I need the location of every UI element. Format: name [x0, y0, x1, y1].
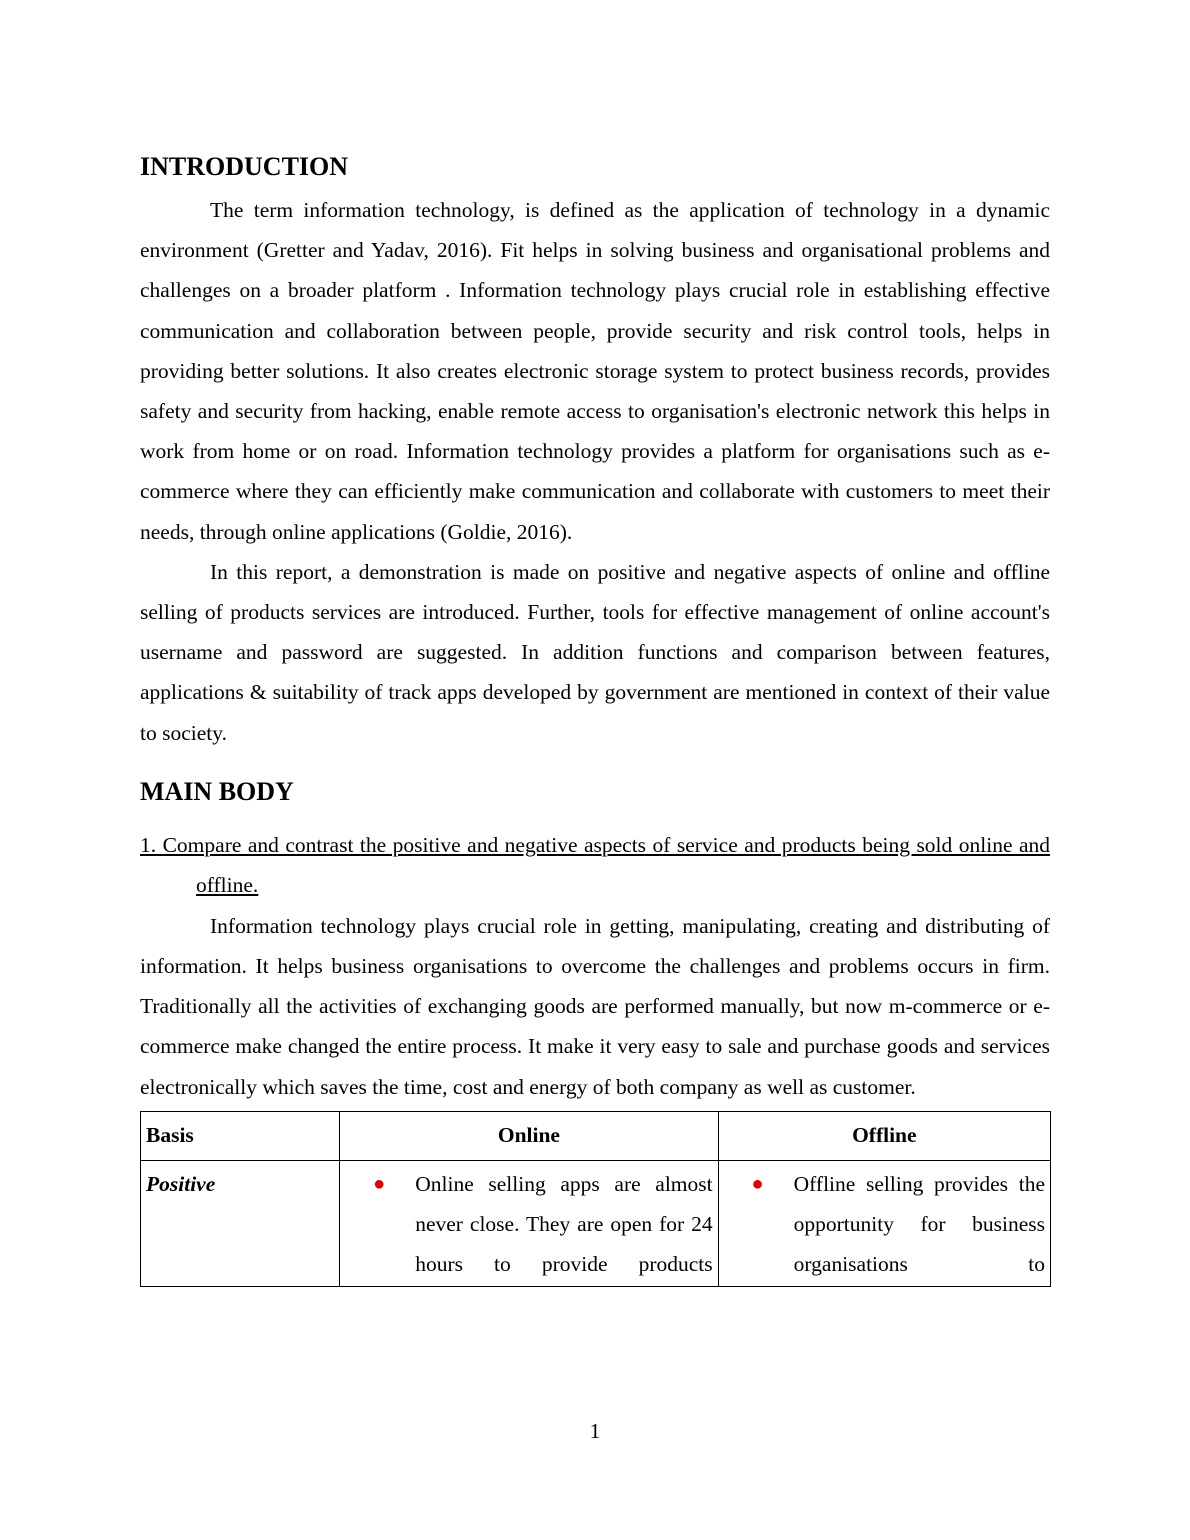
header-online: Online — [340, 1111, 718, 1160]
offline-positive-text: Offline selling provides the opportunity for business organisations to — [793, 1171, 1045, 1276]
page-number: 1 — [589, 1419, 601, 1443]
table-row — [141, 1160, 1051, 1286]
offline-bullet-item — [724, 1164, 1045, 1284]
table-header-row — [141, 1111, 1051, 1160]
online-positive-cell — [340, 1160, 718, 1286]
offline-positive-cell — [718, 1160, 1050, 1286]
comparison-table — [140, 1111, 1051, 1287]
online-bullet-item — [345, 1164, 712, 1284]
introduction-paragraph-1: The term information technology, is defined as the application of technology in a dynamic environment (Gretter and Yadav, 2016). Fit helps in solving business and organisational problems and challenges on a broader platform . Information technology plays crucial role in establishing effective communication and collaboration between people, provide security and risk control tools, helps in providing better solutions. It also creates electronic storage system to protect business records, provides safety and security from hacking, enable remote access to organisation's electronic network this helps in work from home or on road. Information technology provides a platform for organisations such as e-commerce where they can efficiently make communication and collaborate with customers to meet their needs, through online applications (Goldie, 2016). — [140, 198, 1050, 544]
main-body-paragraph: Information technology plays crucial role in getting, manipulating, creating and distributing of information. It helps business organisations to overcome the challenges and problems occurs in firm. Traditionally all the activities of exchanging goods are performed manually, but now m-commerce or e-commerce make changed the entire process. It make it very easy to sale and purchase goods and services electronically which saves the time, cost and energy of both company as well as customer. — [140, 913, 1050, 1099]
header-offline: Offline — [718, 1111, 1050, 1160]
basis-cell-positive: Positive — [141, 1160, 340, 1286]
page-content — [140, 150, 1050, 1287]
bullet-dot-icon: ● — [373, 1172, 386, 1195]
introduction-heading: INTRODUCTION — [140, 152, 349, 181]
question-1-heading: 1. Compare and contrast the positive and negative aspects of service and products being sold online and offline. — [140, 832, 1050, 897]
introduction-paragraph-2: In this report, a demonstration is made on positive and negative aspects of online and offline selling of products services are introduced. Further, tools for effective management of online account's username and password are suggested. In addition functions and comparison between features, applications & suitability of track apps developed by government are mentioned in context of their value to society. — [140, 559, 1050, 745]
bullet-dot-icon: ● — [751, 1172, 764, 1195]
header-basis: Basis — [141, 1111, 340, 1160]
main-body-heading: MAIN BODY — [140, 776, 294, 806]
online-positive-text: Online selling apps are almost never close. They are open for 24 hours to provide products — [415, 1171, 713, 1276]
